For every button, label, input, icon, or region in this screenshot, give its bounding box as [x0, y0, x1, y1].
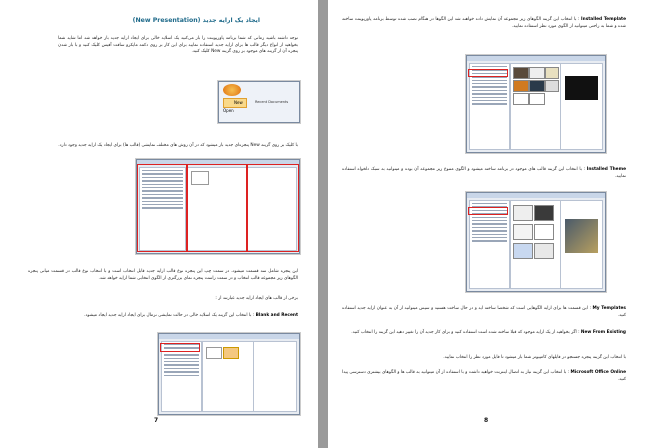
- paragraph-installed-theme: [342, 167, 626, 180]
- page-number-right: 8: [484, 417, 489, 424]
- menu-open-item: Open: [223, 108, 234, 113]
- office-button-icon: [223, 84, 241, 96]
- text-my-templates: : این قسمت ها برای ارایه الگوهایی است که شخصا ساخته اید و در حال ساخت هستید و سپس میتوانید از آن به عنوان ارایه جدید استفاده کنید.: [342, 306, 626, 318]
- recent-docs-label: Recent Documents: [255, 100, 289, 104]
- text-new-from-existing: : اگر بخواهید از یک ارایه موجود که قبلا ساخته شده است استفاده کنید و برای کار جدید آن را تغییر دهید این گزینه را انتخاب کنید.: [351, 330, 581, 335]
- text-office-online: : با انتخاب این گزینه نیاز به اتصال اینترنت خواهید داشت و با استفاده از آن میتوانید به قالب ها و الگوهای بیشتری دسترسی پیدا کنید.: [342, 370, 626, 382]
- left-page: [0, 0, 318, 448]
- paragraph-my-templates: [342, 306, 626, 319]
- text-installed-theme: : با انتخاب این گزینه قالب های موجود در برنامه ساخته میشود و الگوی متنوع زیر مجموعه آن بوده و میتوانید به سبک دلخواه استفاده نمایید.: [342, 167, 626, 179]
- paragraph-installed-template: [342, 17, 626, 30]
- installed-themes-screenshot: [466, 192, 606, 292]
- page-number-left: 7: [154, 417, 159, 424]
- term-new-from-existing: New From Existing: [580, 330, 626, 335]
- term-office-online: Microsoft Office Online: [570, 370, 626, 375]
- paragraph-office-online: [342, 370, 626, 383]
- paragraph-new-from-existing: [342, 330, 626, 337]
- right-page: [328, 0, 645, 448]
- term-blank-recent: Blank and Recent: [255, 313, 298, 318]
- highlight-middle-pane: [187, 164, 247, 252]
- term-installed-theme: Installed Theme: [586, 167, 626, 172]
- paragraph-templates-intro: برخی از قالب های ایجاد ارایه جدید عبارتند از :: [215, 296, 298, 301]
- blank-recent-screenshot: [158, 333, 300, 415]
- term-my-templates: My Templates: [592, 306, 626, 311]
- menu-new-item: New: [223, 98, 247, 108]
- text-blank-recent: : با انتخاب این گزینه یک اسلاید خالی در حالت نمایشی نرمال برای ایجاد ارایه جدید ایجاد میشود.: [84, 313, 256, 318]
- paragraph-window-parts: این پنجره شامل سه قسمت میشود، در سمت چپ این پنجره نوع قالب ارایه جدید قابل انتخاب است و با انتخاب نوع قالب در قسمت میانی پنجره الگوهای زیر مجموعه قالب انتخاب و در سمت راست پنجره نمای بزرگتری از الگوی انتخابی شما ارایه خواهد شد.: [28, 269, 298, 281]
- paragraph-new-window: با کلیک بر روی گزینه New پنجره‌ای جدید باز میشود که در آن روش های مختلف نمایشی (قالب ها) برای ایجاد یک ارایه جدید وجود دارد.: [58, 143, 298, 148]
- installed-templates-screenshot: [466, 55, 606, 153]
- paragraph-intro: توجه داشته باشید زمانی که شما برنامه پاورپوینت را باز می‌کنید یک اسلاید خالی برای ایجاد ارایه جدید باز خواهد شد اما شاید شما بخواهید از انواع دیگر قالب ها برای ارایه جدید استفاده نمایید برای این کار بر روی دکمه مایکرو سافت آفیس کلیک کنید و با باز شدن پنجره آن از گزینه های موجود بر روی گزینه New کلیک کنید.: [58, 36, 298, 54]
- term-installed-template: Installed Template: [581, 17, 626, 22]
- highlight-installed-themes: [468, 207, 508, 215]
- highlight-installed-templates: [468, 69, 508, 77]
- highlight-left-pane: [137, 164, 187, 252]
- paragraph-blank-recent: [40, 313, 298, 320]
- section-title: ایجاد یک ارایه جدید (New Presentation): [132, 17, 260, 24]
- new-presentation-dialog-screenshot: [136, 159, 300, 254]
- office-menu-screenshot: [218, 81, 300, 123]
- paragraph-file-search: با انتخاب این گزینه پنجره جستجو در فایلهای کامپیوتر شما باز میشود تا فایل مورد نظر را انتخاب نمایید.: [443, 355, 626, 360]
- highlight-blank-item: [160, 343, 200, 352]
- text-installed-template: : با انتخاب این گزینه الگوهای زیر مجموعه آن نمایش داده خواهند شد این الگوها در هنگام نصب شده توسط برنامه پاورپوینت ساخته شده و شما به راحتی میتوانید از الگوی مورد نظر استفاده نمایید.: [342, 17, 626, 29]
- highlight-right-pane: [247, 164, 299, 252]
